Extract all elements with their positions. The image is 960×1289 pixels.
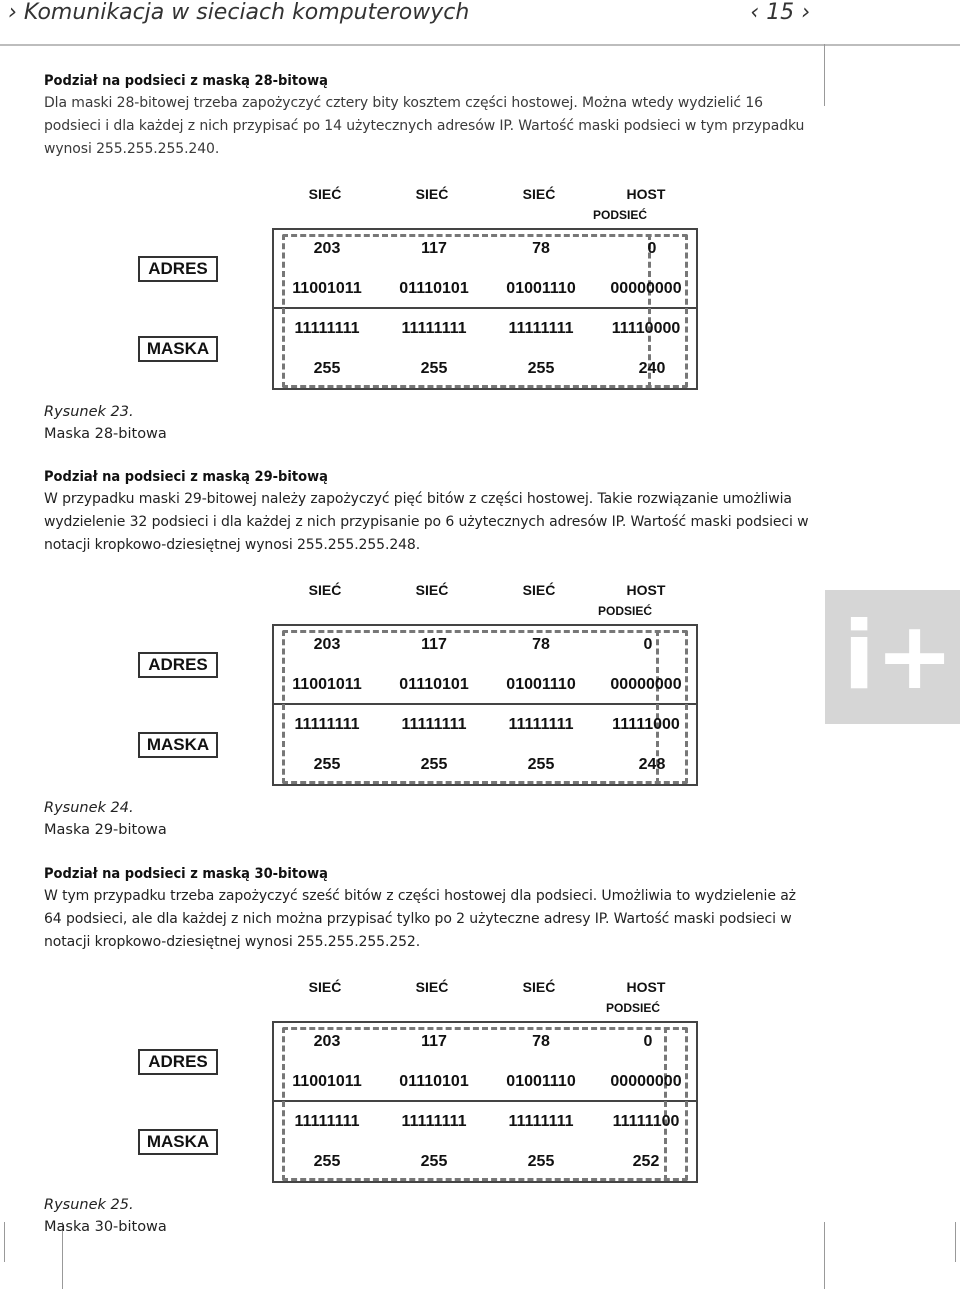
mask-decimal-octet: 255 — [527, 756, 555, 773]
address-binary-octet: 00000000 — [610, 280, 682, 297]
address-mask-table — [272, 228, 698, 390]
column-header: HOST — [626, 582, 666, 598]
address-binary-octet: 00000000 — [610, 1073, 682, 1090]
page-number: 15 — [766, 0, 795, 25]
section-heading: Podział na podsieci z maską 29-bitową — [44, 469, 328, 485]
address-binary-octet: 11001011 — [292, 280, 362, 297]
address-binary-octet: 01110101 — [399, 676, 469, 693]
figure-mask-29 — [0, 580, 960, 790]
margin-rule — [824, 44, 825, 106]
mask-decimal-octet: 240 — [638, 360, 666, 377]
mask-decimal-octet: 255 — [313, 1153, 341, 1170]
mask-binary-octet: 11111100 — [612, 1113, 680, 1130]
address-decimal-octet: 203 — [313, 240, 341, 257]
column-header: SIEĆ — [308, 582, 342, 598]
address-mask-table — [272, 1021, 698, 1183]
address-decimal-octet: 117 — [421, 240, 447, 257]
section-30-bit — [44, 863, 814, 954]
column-header: SIEĆ — [415, 582, 449, 598]
figure-caption — [44, 797, 167, 841]
mask-decimal-octet: 248 — [638, 756, 666, 773]
mask-decimal-octet: 255 — [420, 756, 448, 773]
mask-binary-octet: 11111111 — [508, 320, 574, 337]
caption-text: Maska 29-bitowa — [44, 822, 167, 838]
address-binary-octet: 01110101 — [399, 280, 469, 297]
address-decimal-octet: 117 — [421, 1033, 447, 1050]
network-part-outline — [282, 630, 688, 784]
mask-binary-octet: 11111111 — [508, 1113, 574, 1130]
subnet-label: PODSIEĆ — [605, 1001, 661, 1015]
address-binary-octet: 11001011 — [292, 1073, 362, 1090]
mask-binary-octet: 11111111 — [294, 716, 360, 733]
caption-text: Maska 30-bitowa — [44, 1219, 167, 1235]
figure-mask-30 — [0, 977, 960, 1187]
chevron-left-icon: ‹ — [750, 0, 760, 25]
address-label: ADRES — [138, 1049, 218, 1075]
column-header: SIEĆ — [415, 979, 449, 995]
mask-decimal-octet: 255 — [420, 360, 448, 377]
mask-binary-octet: 11111111 — [401, 320, 467, 337]
page-header — [0, 0, 960, 46]
mask-decimal-octet: 255 — [420, 1153, 448, 1170]
mask-label: MASKA — [138, 1129, 218, 1155]
caption-number: Rysunek 24. — [44, 800, 134, 816]
mask-decimal-octet: 255 — [527, 1153, 555, 1170]
address-binary-octet: 00000000 — [610, 676, 682, 693]
figure-caption — [44, 1194, 167, 1238]
mask-binary-octet: 11111111 — [294, 1113, 360, 1130]
mask-decimal-octet: 252 — [632, 1153, 660, 1170]
address-decimal-octet: 0 — [643, 1033, 653, 1050]
column-header: SIEĆ — [522, 186, 556, 202]
address-decimal-octet: 78 — [532, 240, 550, 257]
column-header: SIEĆ — [308, 186, 342, 202]
mask-decimal-octet: 255 — [313, 756, 341, 773]
address-decimal-octet: 117 — [421, 636, 447, 653]
page-number-block — [750, 0, 810, 25]
section-heading: Podział na podsieci z maską 28-bitową — [44, 73, 328, 89]
address-decimal-octet: 78 — [532, 1033, 550, 1050]
figure-mask-28 — [0, 184, 960, 394]
mask-decimal-octet: 255 — [313, 360, 341, 377]
chevron-right-icon: › — [801, 0, 810, 25]
section-heading: Podział na podsieci z maską 30-bitową — [44, 866, 328, 882]
mask-binary-octet: 11111111 — [508, 716, 574, 733]
column-header: SIEĆ — [522, 582, 556, 598]
column-header: SIEĆ — [522, 979, 556, 995]
address-decimal-octet: 78 — [532, 636, 550, 653]
address-decimal-octet: 0 — [643, 636, 653, 653]
address-binary-octet: 01001110 — [506, 280, 576, 297]
address-decimal-octet: 203 — [313, 636, 341, 653]
margin-rule — [824, 1222, 825, 1289]
chevron-right-icon: › — [8, 0, 17, 25]
mask-decimal-octet: 255 — [527, 360, 555, 377]
section-body: W przypadku maski 29-bitowej należy zapożyczyć pięć bitów z części hostowej. Takie rozwiązanie umożliwia wydzielenie 32 podsieci i dla każdej z nich przypisanie po 6 użytecznych adresów IP. Wartość maski podsieci w notacji kropkowo-dziesiętnej wynosi 255.255.255.248. — [44, 491, 809, 553]
column-header: HOST — [626, 979, 666, 995]
figure-caption — [44, 401, 167, 445]
running-title — [8, 0, 469, 25]
address-binary-octet: 11001011 — [292, 676, 362, 693]
mask-label: MASKA — [138, 732, 218, 758]
column-header: SIEĆ — [308, 979, 342, 995]
network-part-outline — [282, 1027, 688, 1181]
caption-number: Rysunek 23. — [44, 404, 134, 420]
margin-rule — [4, 1222, 5, 1262]
address-mask-table — [272, 624, 698, 786]
chapter-title: Komunikacja w sieciach komputerowych — [23, 0, 470, 25]
caption-number: Rysunek 25. — [44, 1197, 134, 1213]
address-label: ADRES — [138, 652, 218, 678]
subnet-boundary — [664, 1027, 667, 1181]
mask-binary-octet: 11111111 — [401, 1113, 467, 1130]
section-28-bit — [44, 70, 814, 161]
address-decimal-octet: 203 — [313, 1033, 341, 1050]
address-decimal-octet: 0 — [647, 240, 657, 257]
info-plus-icon: i+ — [843, 602, 954, 711]
address-binary-octet: 01110101 — [399, 1073, 469, 1090]
section-body: Dla maski 28-bitowej trzeba zapożyczyć cztery bity kosztem części hostowej. Można wtedy wydzielić 16 podsieci i dla każdej z nich przypisać po 14 użytecznych adresów IP. Wartość maski podsieci w tym przypadku wynosi 255.255.255.240. — [44, 95, 805, 157]
address-label: ADRES — [138, 256, 218, 282]
mask-binary-octet: 11110000 — [611, 320, 681, 337]
subnet-label: PODSIEĆ — [597, 604, 653, 618]
address-binary-octet: 01001110 — [506, 1073, 576, 1090]
network-part-outline — [282, 234, 688, 388]
mask-binary-octet: 11111000 — [612, 716, 680, 733]
column-header: SIEĆ — [415, 186, 449, 202]
margin-rule — [955, 1222, 956, 1262]
mask-label: MASKA — [138, 336, 218, 362]
section-29-bit — [44, 466, 814, 557]
column-header: HOST — [626, 186, 666, 202]
caption-text: Maska 28-bitowa — [44, 426, 167, 442]
subnet-label: PODSIEĆ — [592, 208, 648, 222]
mask-binary-octet: 11111111 — [401, 716, 467, 733]
section-body: W tym przypadku trzeba zapożyczyć sześć bitów z części hostowej dla podsieci. Umożliwia to wydzielenie aż 64 podsieci, ale dla każdej z nich można przypisać tylko po 2 użyteczne adresy IP. Wartość maski podsieci w notacji kropkowo-dziesiętnej wynosi 255.255.255.252. — [44, 888, 796, 950]
mask-binary-octet: 11111111 — [294, 320, 360, 337]
address-binary-octet: 01001110 — [506, 676, 576, 693]
